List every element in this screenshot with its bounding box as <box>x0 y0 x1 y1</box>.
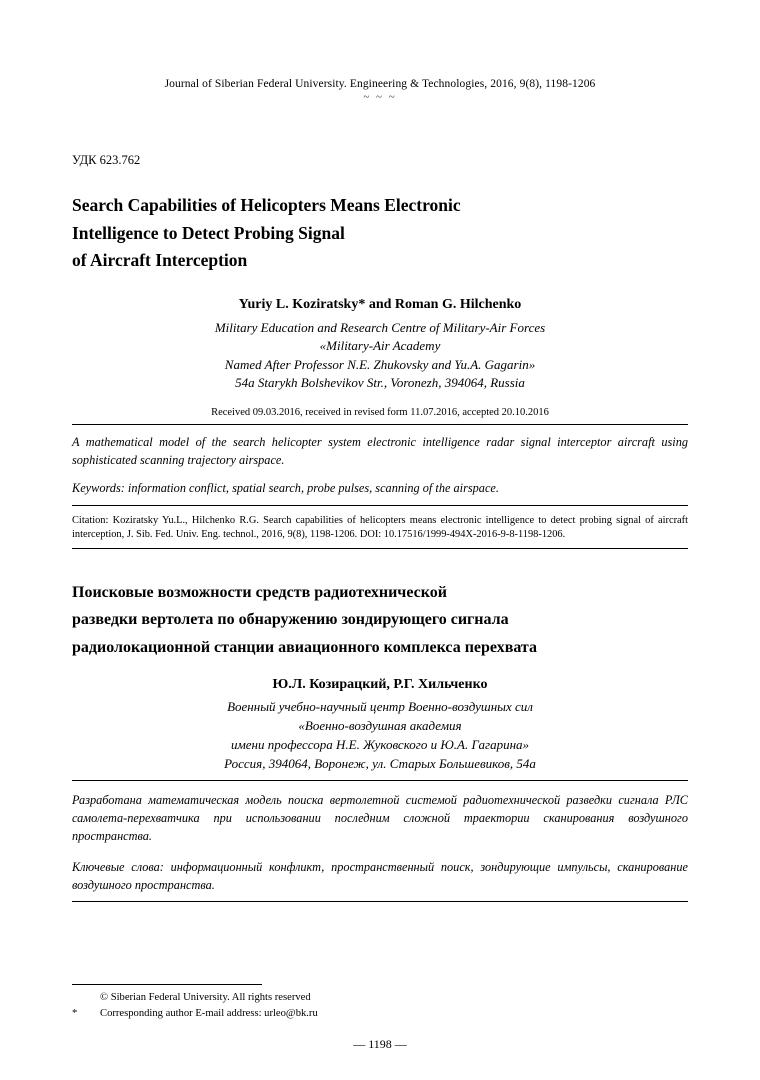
title-english-line-2: Intelligence to Detect Probing Signal <box>72 222 345 243</box>
ornament-divider: ~ ~ ~ <box>363 91 397 103</box>
affiliation-russian-line-4: Россия, 394064, Воронеж, ул. Старых Большевиков, 54а <box>224 755 536 771</box>
authors-english: Yuriy L. Koziratsky* and Roman G. Hilchenko <box>238 296 522 312</box>
title-english-line-3: of Aircraft Interception <box>72 250 248 271</box>
title-russian-line-1: Поисковые возможности средств радиотехнической <box>72 583 447 601</box>
divider-above-abstract-ru <box>72 780 688 781</box>
citation-text: Citation: Koziratsky Yu.L., Hilchenko R.G. Search capabilities of helicopters means electronic intelligence to detect probing signal of aircraft interception, J. Sib. Fed. Univ. Eng. technol., 2016, 9(8), 1198-1206. DOI: 10.17516/1999-494X-2016-9-8-1198-1206. <box>72 515 688 540</box>
footnote-star-marker: * <box>72 1008 78 1020</box>
affiliation-russian-line-3: имени профессора Н.Е. Жуковского и Ю.А. Гагарина» <box>230 736 530 752</box>
affiliation-english-line-1: Military Education and Research Centre of Military-Air Forces <box>214 319 546 335</box>
affiliation-russian <box>72 698 688 773</box>
divider-above-citation <box>72 505 688 506</box>
journal-header: Journal of Siberian Federal University. Engineering & Technologies, 2016, 9(8), 1198-1206 <box>164 78 596 90</box>
authors-russian: Ю.Л. Козирацкий, Р.Г. Хильченко <box>272 677 488 693</box>
affiliation-english-line-4: 54a Starykh Bolshevikov Str., Voronezh, 394064, Russia <box>235 375 525 391</box>
corresponding-author-text: Corresponding author E-mail address: urleo@bk.ru <box>100 1008 318 1020</box>
udk-code: УДК 623.762 <box>72 153 141 167</box>
divider-below-citation <box>72 548 688 549</box>
keywords-russian: Ключевые слова: информационный конфликт, пространственный поиск, зондирующие импульсы, сканирование воздушного пространства. <box>72 859 688 893</box>
title-english <box>72 192 688 275</box>
affiliation-english-line-2: «Military-Air Academy <box>319 338 441 354</box>
abstract-english: A mathematical model of the search helicopter system electronic intelligence radar signal interceptor aircraft using sophisticated scanning trajectory airspace. <box>72 434 688 467</box>
divider-below-abstract-ru <box>72 901 688 902</box>
title-english-line-1: Search Capabilities of Helicopters Means Electronic <box>72 195 461 215</box>
abstract-russian: Разработана математическая модель поиска вертолетной системой радиотехнической разведки сигнала РЛС самолета-перехватчика при использовании последним сложной траектории сканирования воздушного пространства. <box>72 792 688 844</box>
page-number: — 1198 — <box>353 1037 407 1051</box>
title-russian-line-2: разведки вертолета по обнаружению зондирующего сигнала <box>72 611 509 629</box>
affiliation-russian-line-2: «Военно-воздушная академия <box>298 718 462 734</box>
affiliation-english-line-3: Named After Professor N.E. Zhukovsky and Yu.A. Gagarin» <box>224 356 536 372</box>
copyright-line: © Siberian Federal University. All rights reserved <box>100 992 311 1004</box>
page-footnotes <box>72 984 688 1022</box>
received-dates: Received 09.03.2016, received in revised form 11.07.2016, accepted 20.10.2016 <box>211 406 549 418</box>
corresponding-author-line <box>72 1006 688 1022</box>
divider-above-abstract-en <box>72 424 688 425</box>
title-russian <box>72 579 688 662</box>
keywords-english: Keywords: information conflict, spatial search, probe pulses, scanning of the airspace. <box>72 481 499 496</box>
title-russian-line-3: радиолокационной станции авиационного комплекса перехвата <box>72 638 537 656</box>
affiliation-english <box>72 319 688 393</box>
affiliation-russian-line-1: Военный учебно-научный центр Военно-воздушных сил <box>227 699 533 715</box>
footnote-divider <box>72 984 262 985</box>
